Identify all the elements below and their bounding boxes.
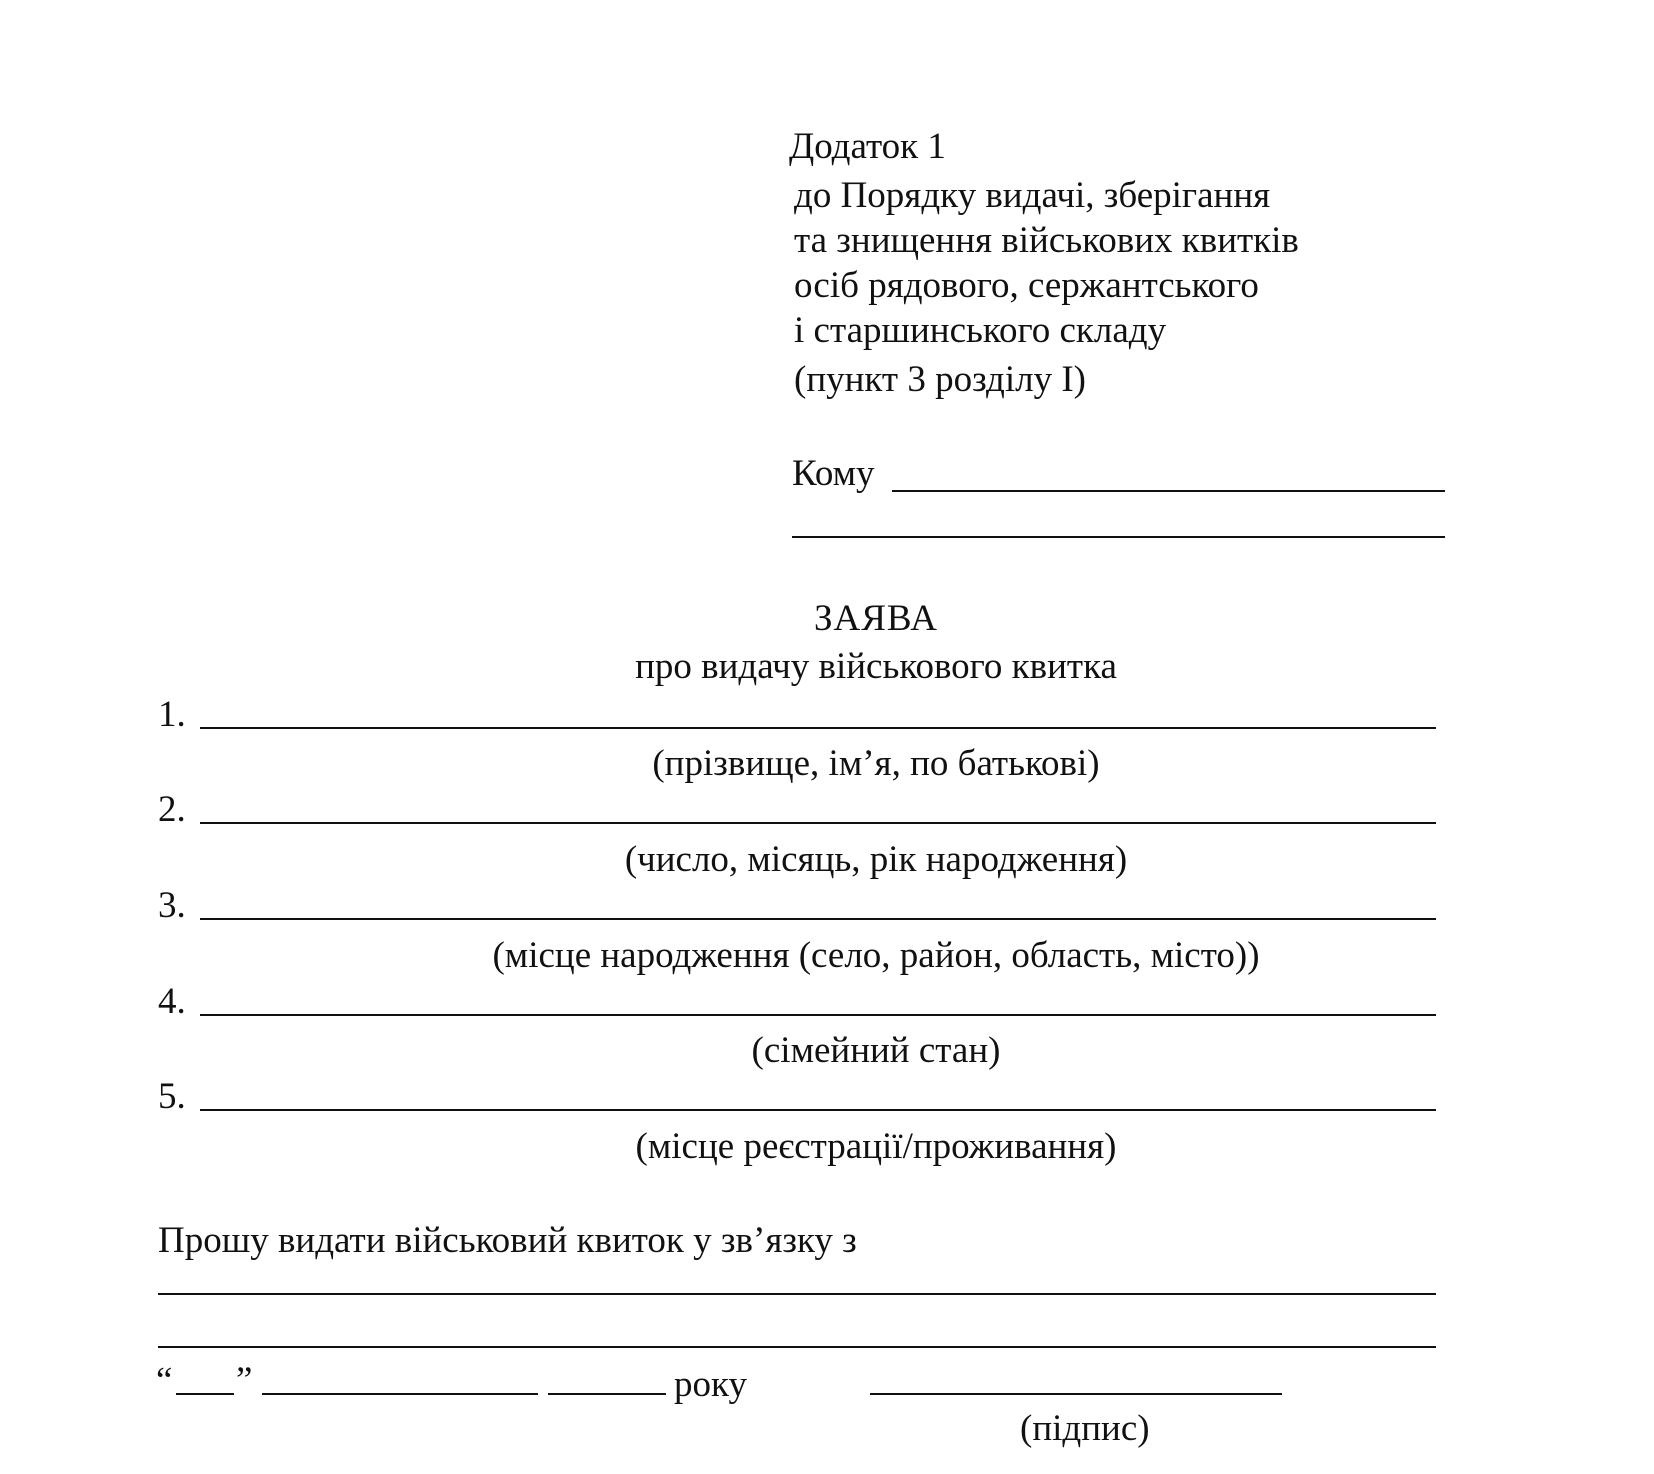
date-open-quote: “ bbox=[156, 1360, 173, 1401]
appendix-line-4: і старшинського складу bbox=[794, 310, 1167, 351]
field-5-line[interactable] bbox=[200, 1109, 1436, 1111]
appendix-line-3: осіб рядового, сержантського bbox=[794, 265, 1259, 306]
appendix-line-2: та знищення військових квитків bbox=[794, 220, 1299, 261]
appendix-line-5: (пункт 3 розділу І) bbox=[794, 359, 1086, 400]
date-day-line[interactable] bbox=[176, 1393, 234, 1395]
field-1-caption: (прізвище, ім’я, по батькові) bbox=[652, 743, 1100, 784]
field-1-line[interactable] bbox=[200, 727, 1436, 729]
addressee-line-1[interactable] bbox=[892, 490, 1445, 492]
request-line-1[interactable] bbox=[158, 1293, 1436, 1295]
field-5-caption: (місце реєстрації/проживання) bbox=[635, 1126, 1117, 1167]
request-line-2[interactable] bbox=[158, 1346, 1436, 1348]
appendix-title: Додаток 1 bbox=[789, 126, 946, 167]
field-4-caption: (сімейний стан) bbox=[751, 1030, 1001, 1071]
field-3-number: 3. bbox=[158, 885, 186, 926]
field-3-line[interactable] bbox=[200, 918, 1436, 920]
field-1-number: 1. bbox=[158, 694, 186, 735]
signature-caption: (підпис) bbox=[1020, 1408, 1150, 1449]
addressee-label: Кому bbox=[792, 453, 875, 494]
addressee-line-2[interactable] bbox=[792, 536, 1445, 538]
date-close-quote: ” bbox=[236, 1360, 253, 1401]
signature-line[interactable] bbox=[870, 1393, 1282, 1395]
date-month-line[interactable] bbox=[262, 1393, 538, 1395]
statement-title: ЗАЯВА bbox=[813, 598, 938, 639]
field-3-caption: (місце народження (село, район, область, місто)) bbox=[492, 935, 1260, 976]
request-text: Прошу видати військовий квиток у зв’язку з bbox=[158, 1220, 857, 1261]
field-2-caption: (число, місяць, рік народження) bbox=[624, 839, 1128, 880]
date-year-line[interactable] bbox=[548, 1393, 666, 1395]
statement-subtitle: про видачу військового квитка bbox=[635, 646, 1117, 687]
date-year-word: року bbox=[674, 1364, 747, 1405]
appendix-line-1: до Порядку видачі, зберігання bbox=[794, 175, 1271, 216]
field-2-number: 2. bbox=[158, 789, 186, 830]
field-4-number: 4. bbox=[158, 981, 186, 1022]
field-2-line[interactable] bbox=[200, 822, 1436, 824]
field-5-number: 5. bbox=[158, 1076, 186, 1117]
field-4-line[interactable] bbox=[200, 1014, 1436, 1016]
